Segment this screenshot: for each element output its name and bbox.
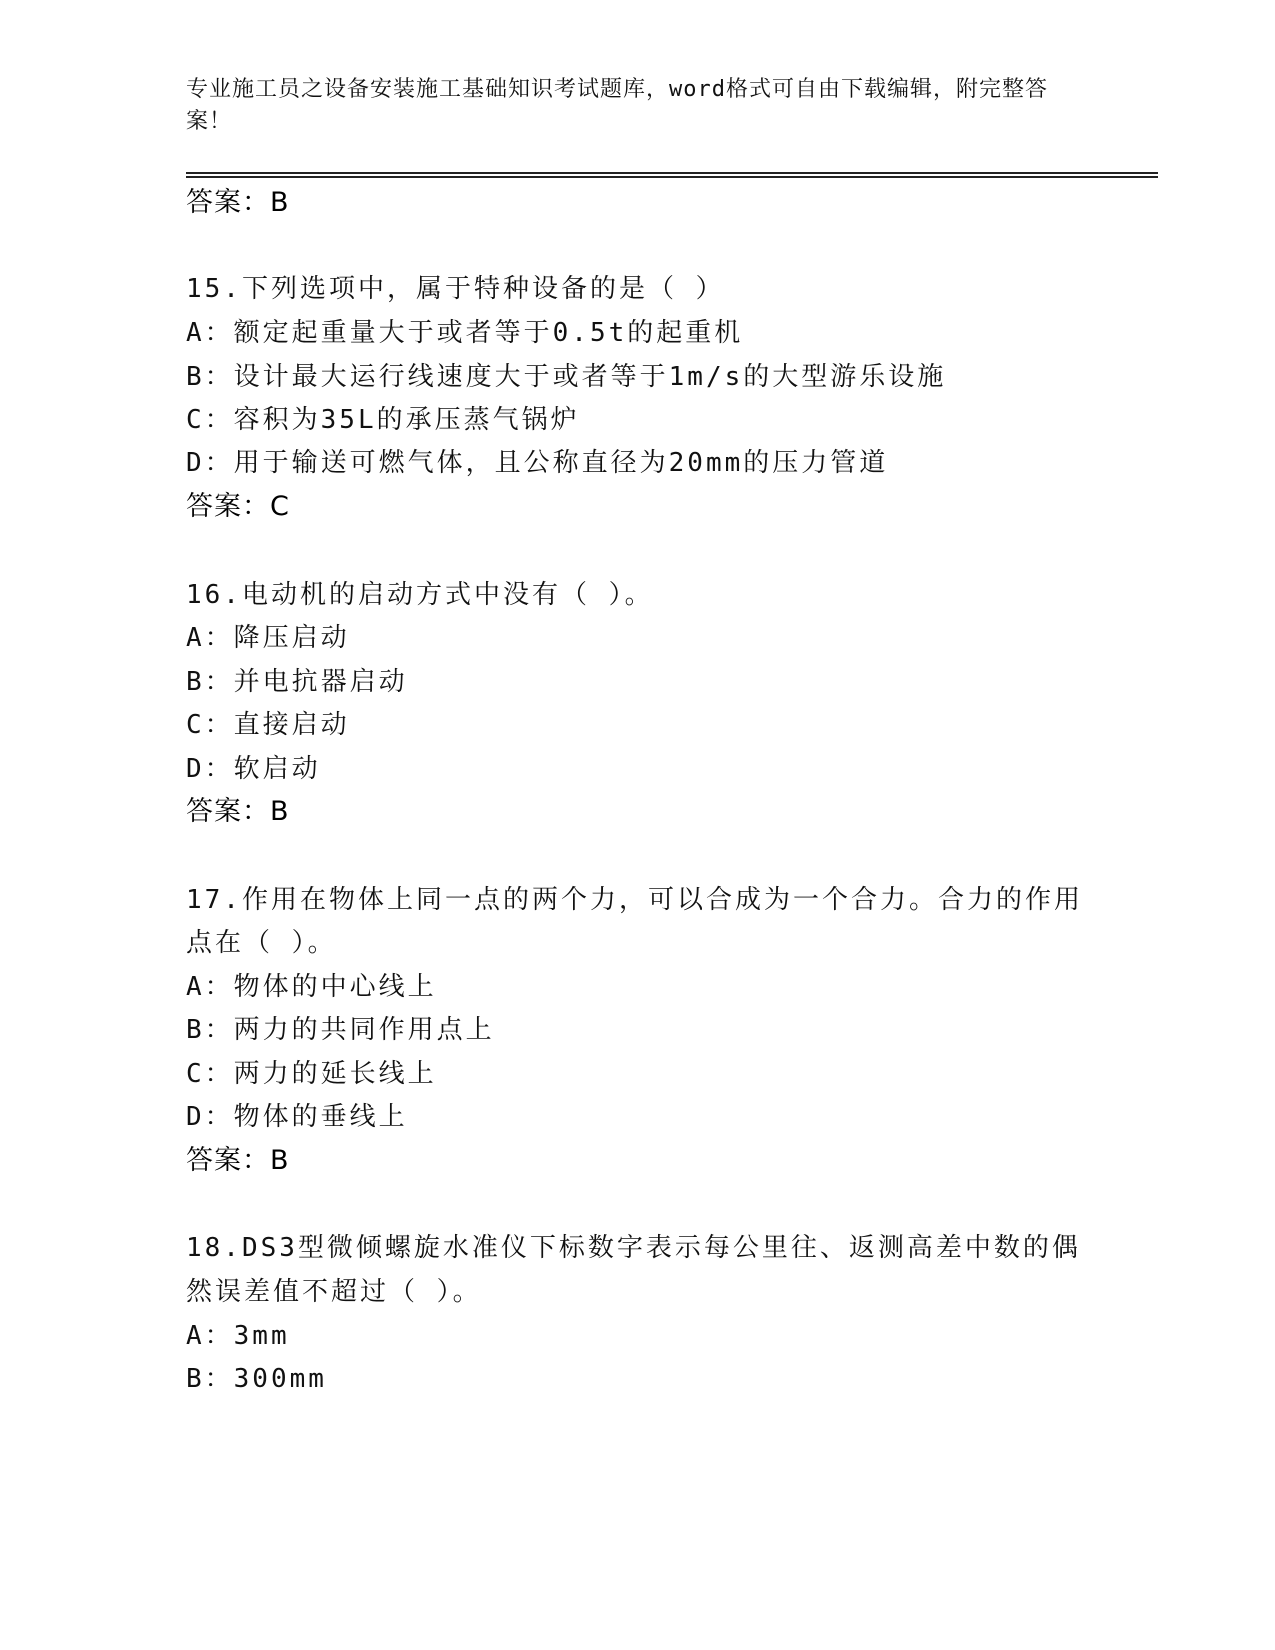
question-16-option-a: A：降压启动 xyxy=(186,623,350,653)
question-15-stem: 15.下列选项中，属于特种设备的是（ ） xyxy=(186,274,725,304)
question-15-option-c: C：容积为35L的承压蒸气锅炉 xyxy=(186,405,580,435)
question-18-stem-line-2: 然误差值不超过（ ）。 xyxy=(186,1277,482,1307)
question-17-option-d: D：物体的垂线上 xyxy=(186,1102,408,1132)
question-18-option-a: A：3mm xyxy=(186,1321,290,1351)
question-15-option-d: D：用于输送可燃气体，且公称直径为20mm的压力管道 xyxy=(186,448,889,478)
question-15-option-b: B：设计最大运行线速度大于或者等于1m/s的大型游乐设施 xyxy=(186,362,947,392)
question-18-option-b: B：300mm xyxy=(186,1364,327,1394)
question-16-option-d: D：软启动 xyxy=(186,754,321,784)
question-16-option-c: C：直接启动 xyxy=(186,710,350,740)
question-17-option-c: C：两力的延长线上 xyxy=(186,1059,437,1089)
answer-q15: 答案：C xyxy=(186,491,290,522)
header-divider-bottom xyxy=(186,176,1158,178)
question-18-stem-line-1: 18.DS3型微倾螺旋水准仪下标数字表示每公里往、返测高差中数的偶 xyxy=(186,1233,1081,1263)
question-16-stem: 16.电动机的启动方式中没有（ ）。 xyxy=(186,580,654,610)
question-17-stem-line-2: 点在（ ）。 xyxy=(186,928,337,958)
question-17-option-b: B：两力的共同作用点上 xyxy=(186,1015,495,1045)
answer-q17: 答案：B xyxy=(186,1145,290,1176)
question-16-option-b: B：并电抗器启动 xyxy=(186,667,408,697)
question-17-stem-line-1: 17.作用在物体上同一点的两个力，可以合成为一个合力。合力的作用 xyxy=(186,885,1083,915)
question-15-option-a: A：额定起重量大于或者等于0.5t的起重机 xyxy=(186,318,744,348)
answer-q14: 答案：B xyxy=(186,187,290,218)
document-header: 专业施工员之设备安装施工基础知识考试题库，word格式可自由下载编辑，附完整答案！ xyxy=(186,77,1048,134)
answer-q16: 答案：B xyxy=(186,796,290,827)
header-divider-top xyxy=(186,172,1158,174)
question-17-option-a: A：物体的中心线上 xyxy=(186,972,437,1002)
